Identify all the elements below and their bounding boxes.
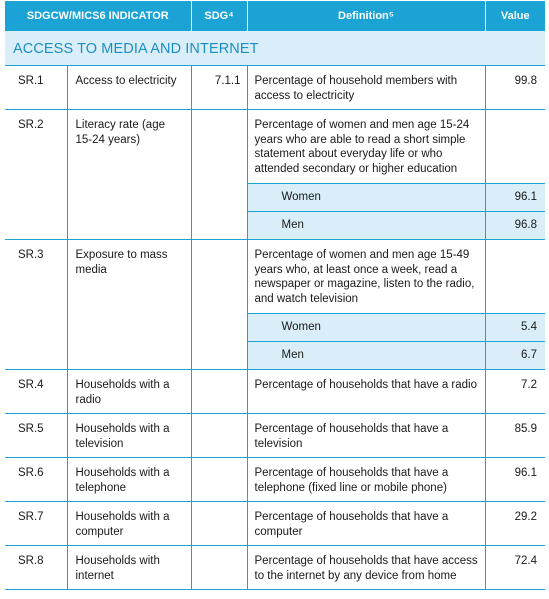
indicator-definition: Percentage of household members with access to electricity [247, 66, 485, 110]
indicator-value: 72.4 [485, 546, 545, 590]
indicator-id: SR.5 [5, 414, 67, 458]
indicator-name: Exposure to mass media [67, 240, 191, 370]
indicator-value [485, 110, 545, 184]
subgroup-value: 96.8 [485, 212, 545, 240]
section-title: ACCESS TO MEDIA AND INTERNET [5, 31, 545, 66]
indicator-name: Access to electricity [67, 66, 191, 110]
subgroup-value: 5.4 [485, 314, 545, 342]
header-value: Value [485, 1, 545, 31]
indicator-id: SR.1 [5, 66, 67, 110]
indicator-table [5, 1, 545, 590]
indicator-definition: Percentage of households that have a computer [247, 502, 485, 546]
subgroup-value: 96.1 [485, 184, 545, 212]
subgroup-label: Women [247, 314, 485, 342]
subgroup-label: Men [247, 342, 485, 370]
sdg-code [191, 502, 247, 546]
indicator-id: SR.8 [5, 546, 67, 590]
indicator-definition: Percentage of households that have a telephone (fixed line or mobile phone) [247, 458, 485, 502]
table-row [5, 458, 545, 502]
indicator-name: Households with a computer [67, 502, 191, 546]
indicator-table-container [5, 1, 545, 590]
subgroup-value: 6.7 [485, 342, 545, 370]
indicator-name: Households with a telephone [67, 458, 191, 502]
indicator-value: 7.2 [485, 370, 545, 414]
indicator-name: Households with a television [67, 414, 191, 458]
indicator-id: SR.6 [5, 458, 67, 502]
sdg-code [191, 414, 247, 458]
indicator-definition: Percentage of households that have a television [247, 414, 485, 458]
indicator-value: 96.1 [485, 458, 545, 502]
sdg-code [191, 240, 247, 370]
sdg-code [191, 546, 247, 590]
indicator-value: 29.2 [485, 502, 545, 546]
table-header-row [5, 1, 545, 31]
indicator-id: SR.7 [5, 502, 67, 546]
sdg-code [191, 370, 247, 414]
indicator-id: SR.4 [5, 370, 67, 414]
indicator-name: Households with internet [67, 546, 191, 590]
indicator-name: Literacy rate (age 15-24 years) [67, 110, 191, 240]
sdg-code [191, 110, 247, 240]
subgroup-label: Men [247, 212, 485, 240]
table-row [5, 110, 545, 184]
table-row [5, 546, 545, 590]
indicator-value: 85.9 [485, 414, 545, 458]
indicator-value: 99.8 [485, 66, 545, 110]
header-definition: Definition⁵ [247, 1, 485, 31]
subgroup-label: Women [247, 184, 485, 212]
sdg-code [191, 458, 247, 502]
table-row [5, 370, 545, 414]
header-sdg: SDG⁴ [191, 1, 247, 31]
table-row [5, 240, 545, 314]
indicator-definition: Percentage of households that have a radio [247, 370, 485, 414]
indicator-definition: Percentage of women and men age 15-49 years who, at least once a week, read a newspaper or magazine, listen to the radio, and watch television [247, 240, 485, 314]
table-row [5, 414, 545, 458]
header-indicator: SDGCW/MICS6 INDICATOR [5, 1, 191, 31]
table-row [5, 502, 545, 546]
indicator-name: Households with a radio [67, 370, 191, 414]
indicator-id: SR.3 [5, 240, 67, 370]
indicator-definition: Percentage of households that have access to the internet by any device from home [247, 546, 485, 590]
section-row [5, 31, 545, 66]
indicator-id: SR.2 [5, 110, 67, 240]
indicator-definition: Percentage of women and men age 15-24 years who are able to read a short simple statement about everyday life or who attended secondary or higher education [247, 110, 485, 184]
indicator-value [485, 240, 545, 314]
table-row [5, 66, 545, 110]
sdg-code: 7.1.1 [191, 66, 247, 110]
